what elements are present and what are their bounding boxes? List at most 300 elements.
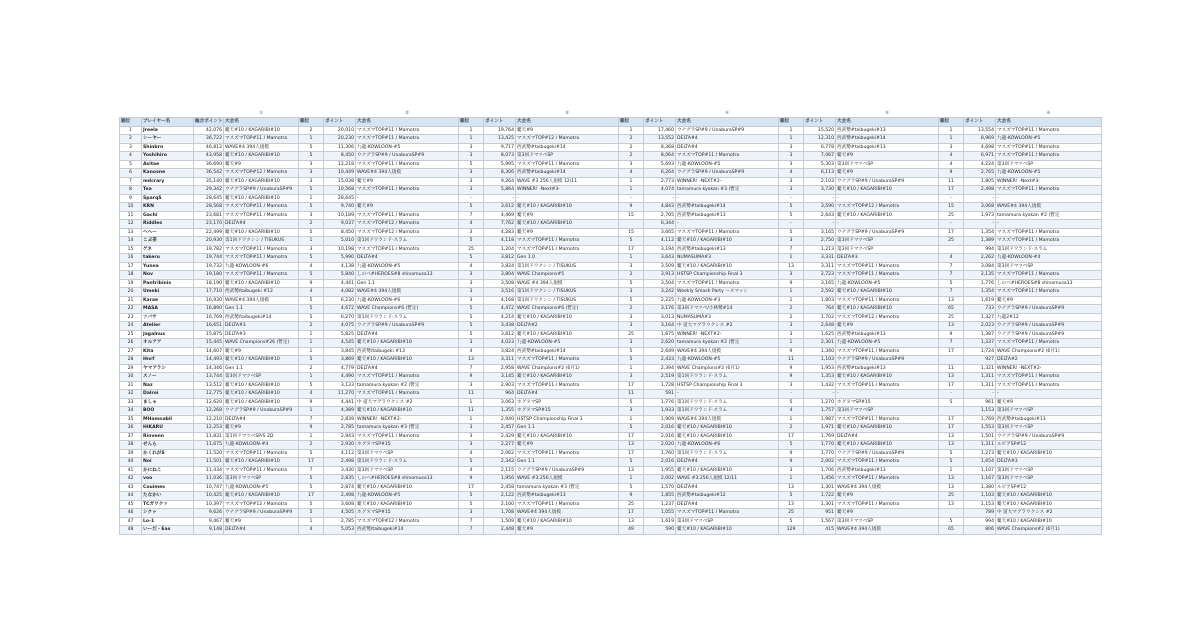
table-cell: 12 — [120, 220, 142, 229]
table-cell: 2,648 — [804, 322, 836, 331]
table-cell: 覇天#10 / KAGARIBI#10 — [516, 220, 619, 229]
table-cell: 3,438 — [484, 322, 516, 331]
table-cell: 2,020 — [644, 441, 676, 450]
table-cell: 第3回ドマツベSP — [836, 160, 939, 169]
table-cell: 九龍-KOWLOON-#5 — [676, 160, 779, 169]
table-cell: 3 — [459, 381, 484, 390]
table-cell: 5,053 — [324, 526, 356, 535]
table-cell: マスズマTOP#11 / Mamotra — [996, 126, 1102, 135]
table-cell: 覇天#9 — [996, 296, 1102, 305]
player-name-cell: MASA — [142, 305, 194, 314]
table-cell: 覇天#9 — [224, 347, 299, 356]
table-cell: 覇天#10 / KAGARIBI#10 — [224, 381, 299, 390]
table-row — [120, 466, 1102, 475]
table-cell: 7 — [299, 466, 324, 475]
table-cell: 7 — [120, 177, 142, 186]
table-cell: 2,498 — [964, 186, 996, 195]
table-cell: 43 — [120, 483, 142, 492]
table-cell: 1 — [779, 288, 804, 297]
table-cell: - — [779, 194, 804, 203]
table-cell: 28,645 — [324, 194, 356, 203]
table-row — [120, 356, 1102, 365]
table-cell: 9 — [779, 373, 804, 382]
table-cell: - — [836, 390, 939, 399]
table-cell: 2 — [299, 220, 324, 229]
table-cell: 19,782 — [194, 245, 224, 254]
table-cell: 2 — [299, 364, 324, 373]
table-cell: WINNER! -Next#3- — [516, 186, 619, 195]
table-cell: 4,224 — [964, 160, 996, 169]
table-cell: - — [836, 194, 939, 203]
table-cell: 2,002 — [644, 475, 676, 484]
table-cell: 12,218 — [324, 160, 356, 169]
table-cell: 2,874 — [324, 483, 356, 492]
table-cell: マスズマTOP#11 / Mamotra — [996, 288, 1102, 297]
table-cell: 37 — [120, 432, 142, 441]
table-cell: WAVE#4 394人規模 — [836, 483, 939, 492]
table-cell: マスズマTOP#11 / Mamotra — [836, 500, 939, 509]
table-cell: 中 道大マグラウクシス #2 — [356, 398, 459, 407]
table-cell: 4 — [459, 262, 484, 271]
table-cell — [939, 356, 964, 365]
player-name-cell: Rinvenn — [142, 432, 194, 441]
table-cell: 3,824 — [484, 262, 516, 271]
table-cell: 1,933 — [644, 407, 676, 416]
table-cell: 1,237 — [644, 500, 676, 509]
table-cell: 5 — [619, 356, 644, 365]
table-cell: 西武勢#taibugeki#13 — [996, 415, 1102, 424]
table-cell: 西武勢#taibugeki#13 — [676, 245, 779, 254]
table-cell: 3,730 — [804, 186, 836, 195]
table-cell: Gen 1.0 — [516, 254, 619, 263]
table-row — [120, 449, 1102, 458]
table-cell: 3 — [779, 152, 804, 161]
table-cell: 15,038 — [324, 177, 356, 186]
table-cell: 1,706 — [804, 466, 836, 475]
table-cell: マスズマTOP#11 / Mamotra — [836, 271, 939, 280]
table-cell: マスズマTOP#12 / Mamotra — [356, 228, 459, 237]
player-name-cell: Naz — [142, 381, 194, 390]
table-cell: 3 — [459, 424, 484, 433]
table-cell: ウナグラSP#9 / UnaburaSP#9 — [516, 466, 619, 475]
table-cell: 4,469 — [484, 211, 516, 220]
table-cell: 3,665 — [644, 228, 676, 237]
table-cell: - — [459, 194, 484, 203]
table-cell: 6,270 — [324, 313, 356, 322]
table-cell: 9,037 — [324, 220, 356, 229]
table-cell: 65 — [939, 305, 964, 314]
table-cell: 13,554 — [964, 126, 996, 135]
table-cell: 4 — [779, 407, 804, 416]
table-cell: 2,785 — [324, 517, 356, 526]
table-cell: 第1回ドワクシン / TISUKUS — [516, 288, 619, 297]
table-row — [120, 322, 1102, 331]
section-number: ① — [224, 110, 299, 118]
table-cell: 覇天#9 — [356, 177, 459, 186]
table-cell: 4 — [299, 390, 324, 399]
table-cell: DELTA#4 — [224, 220, 299, 229]
table-cell: 2 — [299, 441, 324, 450]
table-cell: WINNER! -NEXT#2- — [356, 415, 459, 424]
table-cell: 覇天#10 / KAGARIBI#10 — [996, 492, 1102, 501]
table-cell: 1 — [459, 415, 484, 424]
table-cell: 1 — [299, 339, 324, 348]
table-cell: 16,769 — [194, 313, 224, 322]
table-cell: 11 — [459, 407, 484, 416]
table-cell: 覇天#10 / KAGARIBI#10 — [516, 373, 619, 382]
table-cell: 5 — [299, 228, 324, 237]
table-cell: 1,204 — [484, 245, 516, 254]
table-cell: 3,812 — [484, 330, 516, 339]
table-cell: マスズマTOP#11 / Mamotra — [996, 228, 1102, 237]
table-cell: 9 — [299, 424, 324, 433]
table-cell: 1 — [459, 135, 484, 144]
player-name-cell: Hnrf — [142, 356, 194, 365]
table-cell: 22 — [120, 305, 142, 314]
table-cell: 4,441 — [324, 279, 356, 288]
table-cell: 806 — [964, 526, 996, 535]
table-cell: 6,971 — [964, 152, 996, 161]
table-cell: 13 — [459, 356, 484, 365]
table-cell: 3 — [459, 509, 484, 518]
table-row — [120, 143, 1102, 152]
table-cell: 1 — [779, 126, 804, 135]
table-cell: 17 — [939, 347, 964, 356]
table-cell: 1,107 — [964, 466, 996, 475]
table-cell: しのべ#HEROES#8 shinomusa13 — [356, 475, 459, 484]
table-cell: 9 — [779, 364, 804, 373]
table-cell: 1,619 — [964, 296, 996, 305]
column-header: 大会名 — [516, 118, 619, 127]
table-cell: 13 — [939, 373, 964, 382]
column-header: 総合ポイント — [195, 119, 223, 124]
table-row — [120, 177, 1102, 186]
table-cell: 3 — [459, 271, 484, 280]
table-cell: 1,708 — [484, 509, 516, 518]
table-cell: 中 道大マグラウクシス #2 — [996, 509, 1102, 518]
table-cell: 3 — [459, 441, 484, 450]
table-cell: 2 — [299, 126, 324, 135]
table-cell: 5 — [299, 449, 324, 458]
table-cell: 1,501 — [964, 432, 996, 441]
table-cell: 8,450 — [324, 228, 356, 237]
table-cell: 5 — [459, 313, 484, 322]
table-row — [120, 288, 1102, 297]
table-cell: 第3回ドマツベSP — [836, 407, 939, 416]
table-cell: 5 — [299, 254, 324, 263]
table-row — [120, 441, 1102, 450]
table-cell: 12,310 — [804, 135, 836, 144]
table-cell: Weekly Smash Party ～スマッシ — [676, 288, 779, 297]
table-cell: 覇天#9 — [356, 203, 459, 212]
table-cell: 4 — [459, 220, 484, 229]
table-cell: 1,909 — [644, 415, 676, 424]
table-cell: 3 — [619, 262, 644, 271]
table-cell: 覇天#10 / KAGARIBI#10 — [836, 186, 939, 195]
table-cell: 10,425 — [194, 492, 224, 501]
table-cell: 5 — [459, 160, 484, 169]
table-cell: 3 — [459, 339, 484, 348]
column-header: ポイント — [804, 118, 836, 127]
table-cell: 4 — [299, 262, 324, 271]
table-cell: 覇天#9 — [516, 441, 619, 450]
column-header: 順位 — [299, 118, 324, 127]
table-cell: 5 — [459, 254, 484, 263]
table-cell: 17,710 — [194, 288, 224, 297]
table-cell: 第3回ドマツベSP — [224, 373, 299, 382]
player-name-cell: こぶ茶 — [142, 237, 194, 246]
table-cell: 覇天#10 / KAGARIBI#10 — [516, 517, 619, 526]
table-cell: 5 — [299, 143, 324, 152]
table-cell: 6 — [120, 169, 142, 178]
table-cell: 1 — [619, 475, 644, 484]
column-header: 順位 — [120, 118, 142, 127]
table-cell: 2,062 — [484, 449, 516, 458]
table-cell: 九龍-KOWLOON-#6 — [676, 441, 779, 450]
table-cell: 1 — [459, 398, 484, 407]
table-cell: 11 — [939, 177, 964, 186]
table-cell: 2,103 — [804, 177, 836, 186]
table-cell: 2,903 — [484, 381, 516, 390]
table-cell: 3 — [120, 143, 142, 152]
table-cell: 中 道大マグラウクシス #2 — [676, 322, 779, 331]
table-cell: 2,643 — [804, 211, 836, 220]
table-cell: 第3回ドマツベSP — [516, 152, 619, 161]
table-row — [120, 517, 1102, 526]
table-cell: 13 — [939, 441, 964, 450]
table-cell: 7 — [779, 245, 804, 254]
table-cell: 覇天#10 / KAGARIBI#10 — [996, 500, 1102, 509]
table-cell: 20 — [120, 288, 142, 297]
table-cell: 5 — [779, 492, 804, 501]
table-cell: 13 — [939, 296, 964, 305]
table-cell: 1,971 — [804, 424, 836, 433]
table-cell: 1,270 — [804, 398, 836, 407]
table-cell: 6,113 — [804, 169, 836, 178]
table-cell: 九龍-KOWLOON-#5 — [996, 169, 1102, 178]
table-cell: - — [964, 220, 996, 229]
table-cell: マスズマTOP#12 / Mamotra — [836, 313, 939, 322]
table-cell: 2,262 — [964, 254, 996, 263]
table-cell: 3 — [459, 143, 484, 152]
table-cell: 覇天#10 / KAGARIBI#10 — [516, 313, 619, 322]
table-cell: 5 — [459, 203, 484, 212]
table-cell: 17 — [619, 245, 644, 254]
table-cell: ウナグラSP#9 / UnaburaSP#9 — [996, 322, 1102, 331]
player-name-cell: いーだ・Eas — [142, 526, 194, 535]
table-cell: 九龍-KOWLOON-#6 — [224, 262, 299, 271]
blank-cell — [939, 110, 964, 118]
table-cell: - — [804, 194, 836, 203]
table-row — [120, 364, 1102, 373]
table-cell: 覇天#10 / KAGARIBI#10 — [356, 339, 459, 348]
table-cell: 25 — [939, 237, 964, 246]
table-cell: 11,831 — [194, 432, 224, 441]
table-cell: 3 — [619, 322, 644, 331]
table-cell: 11,270 — [324, 390, 356, 399]
table-cell: マスズマTOP#11 / Mamotra — [996, 237, 1102, 246]
table-cell: 15 — [619, 211, 644, 220]
table-cell: 9 — [779, 279, 804, 288]
table-cell: 1 — [939, 466, 964, 475]
table-cell: 覇天#10 / KAGARIBI#10 — [356, 356, 459, 365]
table-cell: WAVE#4 394人規模 — [224, 296, 299, 305]
table-cell: WAVE#4 394人規模 — [356, 288, 459, 297]
player-name-cell: オルアア — [142, 339, 194, 348]
table-cell: マスズマTOP#11 / Mamotra — [996, 152, 1102, 161]
table-cell: 5,995 — [484, 160, 516, 169]
table-cell: 覇天#10 / KAGARIBI#10 — [836, 373, 939, 382]
table-cell: 4,545 — [324, 339, 356, 348]
table-cell: 第1回ドワクシン / TISUKUS — [516, 296, 619, 305]
table-cell: 1 — [779, 339, 804, 348]
table-cell: 5,864 — [484, 186, 516, 195]
table-cell: 5 — [299, 475, 324, 484]
table-cell: 42 — [120, 475, 142, 484]
table-cell: tamamura kyokan #3 (暫定 — [516, 483, 619, 492]
table-cell: 1,722 — [804, 492, 836, 501]
table-cell: 5 — [299, 203, 324, 212]
table-cell: 覇天#10 / KAGARIBI#10 — [516, 203, 619, 212]
table-cell: 23,681 — [194, 211, 224, 220]
table-cell: 2,705 — [644, 211, 676, 220]
table-cell: 覇天#10 / KAGARIBI#10 — [676, 262, 779, 271]
table-cell: 3 — [459, 177, 484, 186]
table-cell: 西武勢/taibugeki #13 — [356, 347, 459, 356]
table-cell: 1,875 — [644, 330, 676, 339]
table-cell: 九龍-KOWLOON-#3 — [676, 296, 779, 305]
table-cell: 5 — [619, 483, 644, 492]
table-cell: 5 — [939, 517, 964, 526]
table-cell: マスズマTOP#11 / Mamotra — [996, 271, 1102, 280]
ranking-spreadsheet — [119, 110, 1081, 535]
table-cell: 2 — [619, 135, 644, 144]
table-cell: Gen 1.1 — [224, 364, 299, 373]
table-cell: 3 — [779, 466, 804, 475]
table-cell: 九龍-KOWLOON-#5 — [516, 339, 619, 348]
table-cell: 1,956 — [484, 475, 516, 484]
player-name-cell: かくれがS — [142, 449, 194, 458]
player-name-cell: Jagalnus — [142, 330, 194, 339]
table-cell: 994 — [964, 517, 996, 526]
column-header: ポイント — [964, 118, 996, 127]
table-cell: 13 — [779, 262, 804, 271]
section-number: ⑤ — [836, 110, 939, 118]
table-cell: WAVE#4 394人規模 — [224, 143, 299, 152]
table-cell: 4 — [779, 169, 804, 178]
table-cell: 17,460 — [644, 126, 676, 135]
player-name-cell: Dalroi — [142, 390, 194, 399]
table-cell: 1,213 — [804, 245, 836, 254]
table-cell: 9,626 — [194, 509, 224, 518]
player-name-cell: Couimes — [142, 483, 194, 492]
table-cell: ウナグラSP#9 / UnaburaSP#9 — [356, 152, 459, 161]
table-cell: 34 — [120, 407, 142, 416]
table-cell: 5 — [459, 305, 484, 314]
player-name-cell: ツバサ — [142, 313, 194, 322]
table-cell: DELTA#4 — [676, 483, 779, 492]
table-cell: - — [939, 220, 964, 229]
table-cell: 西武勢#taibugeki#13 — [676, 211, 779, 220]
table-cell: 1,355 — [484, 407, 516, 416]
table-cell: 17 — [120, 262, 142, 271]
table-row — [120, 152, 1102, 161]
table-cell: マスズマTOP#11 / Mamotra — [224, 211, 299, 220]
table-cell: 11,306 — [324, 143, 356, 152]
table-cell: - — [619, 194, 644, 203]
table-cell: 3,242 — [644, 288, 676, 297]
table-cell: 3 — [459, 186, 484, 195]
table-cell: 2,785 — [324, 424, 356, 433]
table-cell: マスズマTOP#12 / Mamotra — [356, 517, 459, 526]
column-header: ポイント — [484, 118, 516, 127]
table-cell: 3 — [779, 186, 804, 195]
table-cell: 3 — [459, 432, 484, 441]
table-cell: 覇天#9 — [516, 526, 619, 535]
table-cell: 4,779 — [324, 364, 356, 373]
table-cell: 11,434 — [194, 466, 224, 475]
column-header: 大会名 — [224, 118, 299, 127]
table-cell: 13 — [779, 483, 804, 492]
blank-cell — [194, 110, 224, 118]
blank-cell — [964, 110, 996, 118]
table-cell: DELTA#3 — [996, 458, 1102, 467]
player-name-cell: Lo-1 — [142, 517, 194, 526]
table-cell: 第1回ドワランド·スラム — [676, 407, 779, 416]
table-cell: マスズマTOP#11 / Mamotra — [516, 381, 619, 390]
table-cell: 15 — [619, 228, 644, 237]
table-cell: 1,955 — [644, 466, 676, 475]
table-cell: 西武勢#taibugeki#14 — [516, 143, 619, 152]
table-cell: 2,394 — [644, 364, 676, 373]
table-cell: 22,499 — [194, 228, 224, 237]
table-cell: 1,167 — [964, 475, 996, 484]
player-name-cell: せんら — [142, 441, 194, 450]
table-row — [120, 271, 1102, 280]
table-cell: 3,311 — [484, 356, 516, 365]
table-cell: 20,010 — [324, 126, 356, 135]
table-cell: 19,764 — [484, 126, 516, 135]
table-cell: 12,253 — [194, 424, 224, 433]
table-cell: 3 — [619, 288, 644, 297]
table-cell: DELTA#4 — [224, 415, 299, 424]
table-cell: 43,958 — [194, 152, 224, 161]
blank-cell — [619, 110, 644, 118]
table-cell: 1,055 — [644, 509, 676, 518]
table-cell: tamamura kyokan #2 (暫定 — [996, 211, 1102, 220]
section-number: ④ — [676, 110, 779, 118]
table-cell: 覇天#10 / KAGARIBI#10 — [224, 194, 299, 203]
table-cell: 5,990 — [324, 254, 356, 263]
table-cell: 1 — [619, 364, 644, 373]
table-cell: 17 — [619, 381, 644, 390]
table-cell: 4,138 — [324, 262, 356, 271]
table-cell: 5 — [939, 279, 964, 288]
table-cell: 33 — [120, 398, 142, 407]
table-cell: ホグヌマSP#15 — [356, 509, 459, 518]
table-cell: 九龍-KOWLOON-#6 — [356, 296, 459, 305]
table-cell: NUMASUMA#3 — [676, 313, 779, 322]
table-cell: 17 — [939, 228, 964, 237]
table-row — [120, 398, 1102, 407]
table-cell: マスズマTOP#12 / Mamotra — [516, 135, 619, 144]
table-cell: 13 — [619, 441, 644, 450]
table-cell: 31 — [120, 381, 142, 390]
table-cell: 9 — [939, 330, 964, 339]
table-cell: 覇天#10 / KAGARIBI#10 — [996, 449, 1102, 458]
table-cell: 5,010 — [324, 237, 356, 246]
table-cell: 2,958 — [484, 364, 516, 373]
